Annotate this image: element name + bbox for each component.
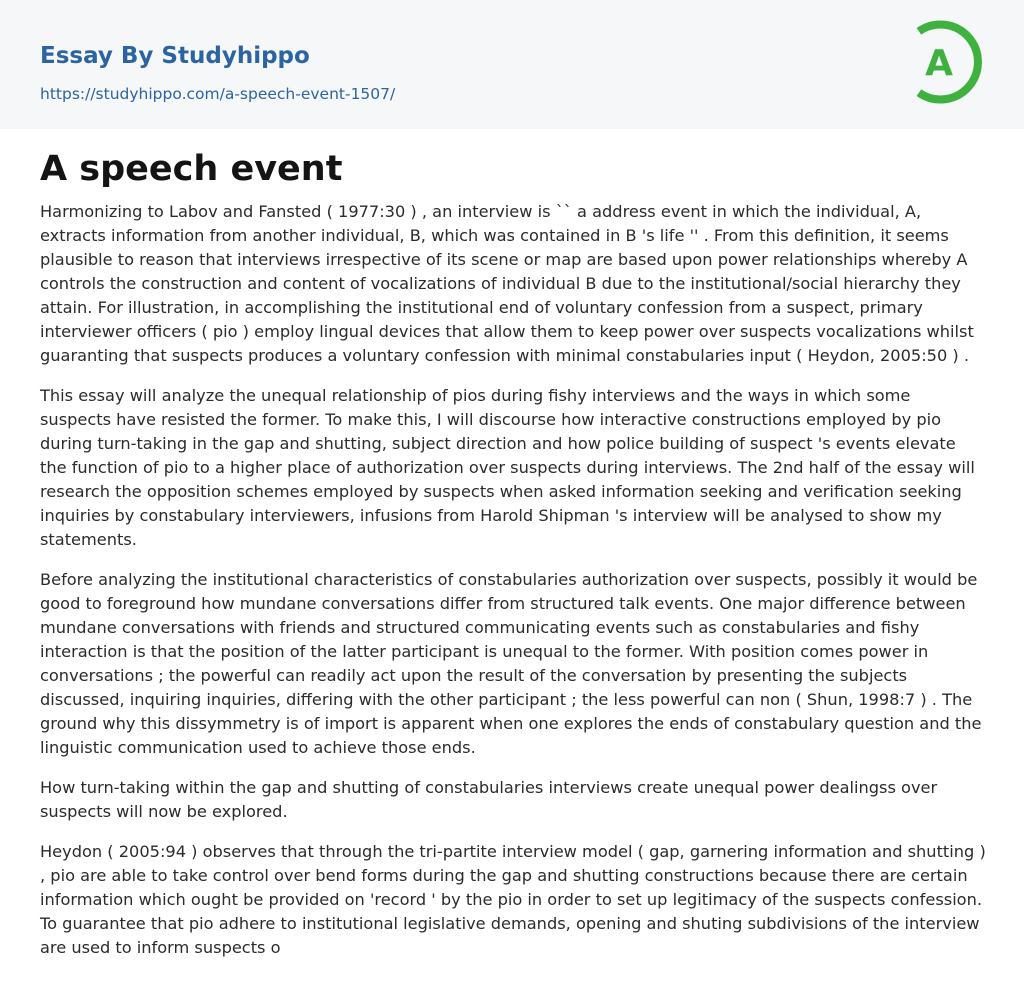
studyhippo-logo-icon[interactable] bbox=[906, 17, 990, 107]
site-title[interactable]: Essay By Studyhippo bbox=[40, 43, 310, 69]
site-header bbox=[0, 0, 1024, 129]
logo-letter: A bbox=[925, 43, 953, 84]
essay-paragraph: Heydon ( 2005:94 ) observes that through the tri-partite interview model ( gap, garnering information and shutting ) , pio are able to take control over bend forms during the gap and shutting constructions because there are certain information which ought be provided on 'record ' by the pio in order to set up legitimacy of the suspects confession. To guarantee that pio adhere to institutional legislative demands, opening and shuting subdivisions of the interview are used to inform suspects o bbox=[40, 842, 986, 957]
essay-title: A speech event bbox=[40, 149, 343, 189]
essay-paragraph: Harmonizing to Labov and Fansted ( 1977:30 ) , an interview is `` a address event in which the individual, A, extracts information from another individual, B, which was contained in B 's life '' . From this definition, it seems plausible to reason that interviews irrespective of its scene or map are based upon power relationships whereby A controls the construction and content of vocalizations of individual B due to the institutional/social hierarchy they attain. For illustration, in accomplishing the institutional end of voluntary confession from a suspect, primary interviewer officers ( pio ) employ lingual devices that allow them to keep power over suspects vocalizations whilst guaranting that suspects produces a voluntary confession with minimal constabularies input ( Heydon, 2005:50 ) . bbox=[40, 202, 974, 365]
essay-body bbox=[40, 200, 986, 976]
essay-paragraph: How turn-taking within the gap and shutting of constabularies interviews create unequal power dealingss over suspects will now be explored. bbox=[40, 778, 938, 821]
essay-url-link[interactable]: https://studyhippo.com/a-speech-event-1507/ bbox=[40, 85, 396, 103]
essay-paragraph: This essay will analyze the unequal relationship of pios during fishy interviews and the ways in which some suspects have resisted the former. To make this, I will discourse how interactive constructions employed by pio during turn-taking in the gap and shutting, subject direction and how police building of suspect 's events elevate the function of pio to a higher place of authorization over suspects during interviews. The 2nd half of the essay will research the opposition schemes employed by suspects when asked information seeking and verification seeking inquiries by constabulary interviewers, infusions from Harold Shipman 's interview will be analysed to show my statements. bbox=[40, 386, 975, 549]
essay-paragraph: Before analyzing the institutional characteristics of constabularies authorization over suspects, possibly it would be good to foreground how mundane conversations differ from structured talk events. One major difference between mundane conversations with friends and structured communicating events such as constabularies and fishy interaction is that the position of the latter participant is unequal to the former. With position comes power in conversations ; the powerful can readily act upon the result of the conversation by presenting the subjects discussed, inquiring inquiries, differing with the other participant ; the less powerful can non ( Shun, 1998:7 ) . The ground why this dissymmetry is of import is apparent when one explores the ends of constabulary question and the linguistic communication used to achieve those ends. bbox=[40, 570, 982, 757]
